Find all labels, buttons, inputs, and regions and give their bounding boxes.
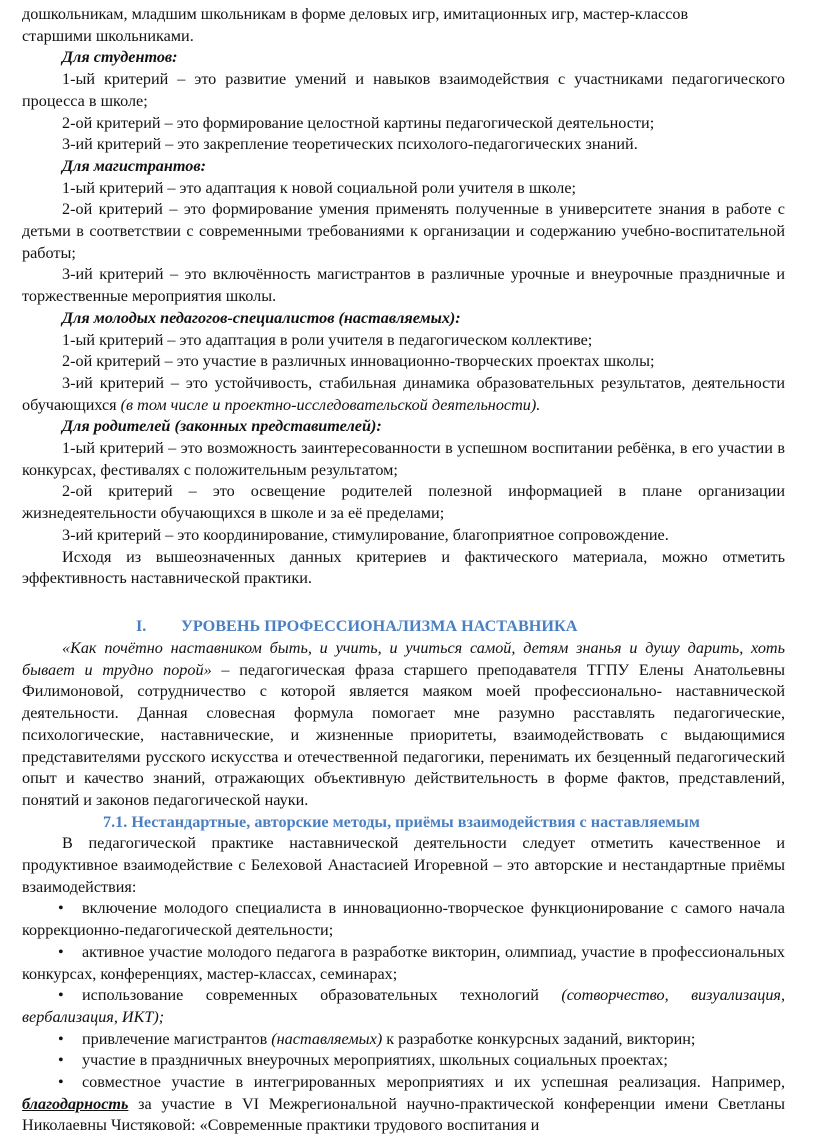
bullet-item-5 [22,1050,785,1072]
section-1-paragraph [22,638,785,812]
young-teachers-heading: Для молодых педагогов-специалистов (наставляемых): [62,308,461,327]
masters-criterion-3: 3-ий критерий – это включённость магистрантов в различные урочные и внеурочные праздничные и торжественные мероприятия школы. [22,265,785,306]
bullet-icon: • [58,1051,64,1070]
bullet-icon: • [58,899,64,918]
bullet-item-1-text: включение молодого специалиста в инновационно-творческое функционирование с самого начала коррекционно-педагогической деятельности; [22,899,785,940]
section-1-heading [22,616,785,638]
students-heading: Для студентов: [62,48,178,67]
parents-criterion-3: 3-ий критерий – это координирование, стимулирование, благоприятное сопровождение. [62,525,669,544]
bullet-icon: • [58,986,64,1005]
bullet-item-5-text: участие в праздничных внеурочных мероприятиях, школьных социальных проектах; [82,1051,668,1070]
section-spacer [22,590,785,612]
bullet-icon: • [58,942,64,961]
parents-criterion-2: 2-ой критерий – это освещение родителей полезной информацией в плане организации жизнедеятельности обучающихся в школе и за её пределами; [22,482,785,523]
masters-heading: Для магистрантов: [62,156,206,175]
bullet-item-4-note: (наставляемых) [271,1029,383,1048]
parents-criterion-1: 1-ый критерий – это возможность заинтересованности в успешном воспитании ребёнка, в его участии в конкурсах, фестивалях с положительным результатом; [22,439,785,479]
masters-criterion-2: 2-ой критерий – это формирование умения применять полученные в университете знания в работе с детьми в соответствии с современными требованиями к организации и содержанию учебно-воспитательной работы; [22,200,785,262]
bullet-item-3 [22,985,785,1028]
young-criterion-3 [22,373,785,416]
section-1-quote: «Как почётно наставником быть, и учить, и учиться самой, детям знанья и душу дарить, хоть бывает и трудно порой» [22,638,785,679]
bullet-item-1 [22,898,785,941]
bullet-item-6-text-b: за участие в VI Межрегиональной научно-практической конференции имени Светланы Николаевны Чистяковой: «Современные практики трудового воспитания и [22,1094,785,1135]
bullet-item-6 [22,1072,785,1137]
bullet-item-4 [22,1029,785,1051]
bullet-item-3-note: (сотворчество, визуализация, вербализация, ИКТ); [22,986,785,1026]
conclusion-paragraph: Исходя из вышеозначенных данных критериев и фактического материала, можно отметить эффективность наставнической практики. [22,547,785,588]
bullet-item-6-emphasis: благодарность [22,1094,129,1113]
section-1-title: УРОВЕНЬ ПРОФЕССИОНАЛИЗМА НАСТАВНИКА [181,616,578,635]
students-criterion-3: 3-ий критерий – это закрепление теоретических психолого-педагогических знаний. [62,135,638,154]
section-1-body: – педагогическая фраза старшего преподавателя ТГПУ Елены Анатольевны Филимоновой, сотрудничество с которой является маяком моей профессионально- наставнической деятельности. Данная словесная формула помогает мне разумно расставлять педагогические, психологические, наставнические, и жизненные приоритеты, взаимодействовать с выдающимися представителями русского искусства и отечественной педагогики, перенимать их безценный педагогический опыт и качество знаний, отражающих объективную действительность в форме фактов, представлений, понятий и законов педагогической науки. [22,660,785,809]
bullet-item-6-text-a: совместное участие в интегрированных мероприятиях и их успешная реализация. Например, [82,1073,785,1092]
section-7-1-intro: В педагогической практике наставнической деятельности следует отметить качественное и продуктивное взаимодействие с Белеховой Анастасией Игоревной – это авторские и нестандартные приёмы взаимодействия: [22,834,785,896]
young-criterion-1: 1-ый критерий – это адаптация в роли учителя в педагогическом коллективе; [62,330,593,349]
section-7-1-heading: 7.1. Нестандартные, авторские методы, приёмы взаимодействия с наставляемым [103,812,700,831]
bullet-item-4-text-a: привлечение магистрантов [82,1029,272,1048]
section-1-number: I. [136,616,147,635]
parents-heading: Для родителей (законных представителей): [62,417,382,436]
young-criterion-3-note: (в том числе и проектно-исследовательской деятельности). [120,395,541,414]
bullet-item-2 [22,942,785,985]
masters-criterion-1: 1-ый критерий – это адаптация к новой социальной роли учителя в школе; [62,178,577,197]
young-criterion-3-text: 3-ий критерий – это устойчивость, стабильная динамика образовательных результатов, деятельности обучающихся [22,373,785,414]
bullet-item-3-text: использование современных образовательных технологий [82,986,562,1005]
bullet-icon: • [58,1029,64,1048]
intro-line-2: старшими школьниками. [22,26,194,45]
intro-line-1: дошкольникам, младшим школьникам в форме деловых игр, имитационных игр, мастер-классов [22,5,689,23]
students-criterion-2: 2-ой критерий – это формирование целостной картины педагогической деятельности; [62,113,655,132]
bullet-icon: • [58,1073,64,1092]
students-criterion-1: 1-ый критерий – это развитие умений и навыков взаимодействия с участниками педагогического процесса в школе; [22,70,785,110]
document-page [22,4,785,1137]
bullet-item-2-text: активное участие молодого педагога в разработке викторин, олимпиад, участие в профессиональных конкурсах, конференциях, мастер-классах, семинарах; [22,942,785,983]
bullet-item-4-text-b: к разработке конкурсных заданий, викторин; [382,1029,696,1048]
young-criterion-2: 2-ой критерий – это участие в различных инновационно-творческих проектах школы; [62,352,655,371]
